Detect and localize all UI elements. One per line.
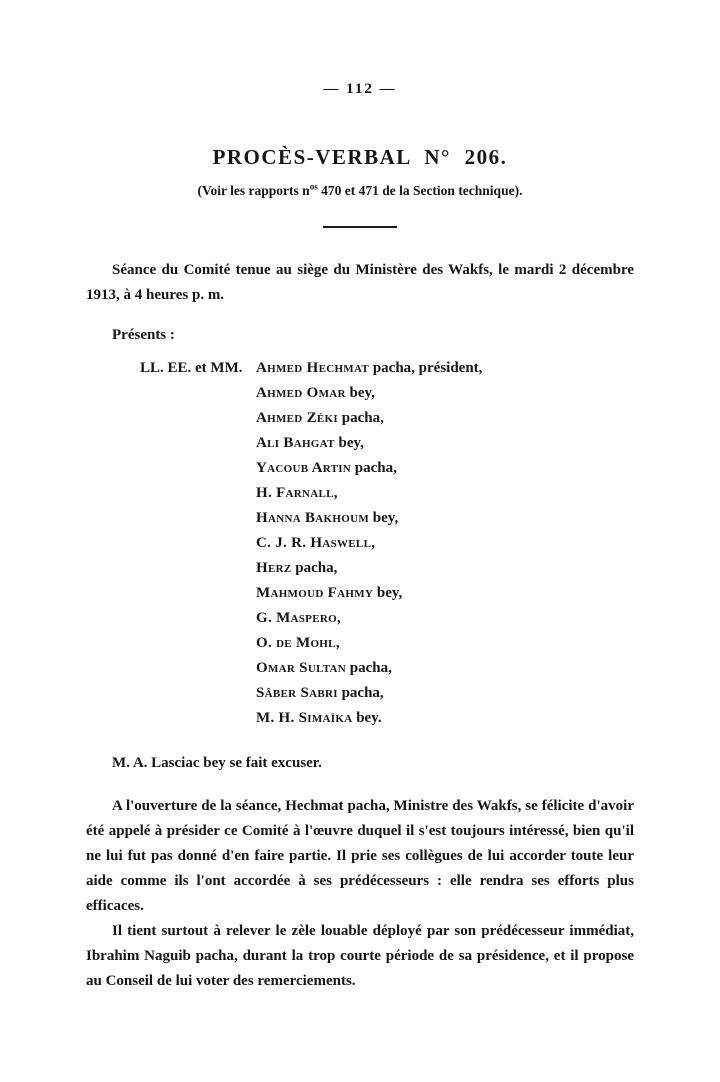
- attendee-line: [140, 431, 634, 456]
- attendee-name: Yacoub Artin: [256, 460, 352, 476]
- attendee-suffix: pacha,: [291, 560, 338, 576]
- attendee-line: [140, 631, 634, 656]
- attendee-line: [140, 531, 634, 556]
- attendee-name: Ahmed Zéki: [256, 410, 338, 426]
- attendee-suffix: pacha,: [337, 410, 384, 426]
- divider-rule: [323, 226, 397, 228]
- attendee-name: Omar Sultan: [256, 660, 347, 676]
- attendee-suffix: pacha,: [351, 460, 397, 476]
- attendee-suffix: bey,: [369, 510, 399, 526]
- attendee-name: M. H. Simaïka: [256, 710, 353, 726]
- attendee-line: [140, 506, 634, 531]
- page-number: — 112 —: [323, 81, 397, 97]
- attendee-name: Herz: [256, 560, 292, 576]
- document-title: PROCÈS-VERBAL N° 206.: [212, 145, 508, 169]
- attendee-name: H. Farnall: [256, 485, 334, 501]
- attendee-suffix: bey,: [334, 435, 364, 451]
- opening-paragraph: Séance du Comité tenue au siège du Ministère des Wakfs, le mardi 2 décembre 1913, à 4 heures p. m.: [86, 262, 634, 303]
- attendee-name: C. J. R. Haswell: [256, 535, 372, 551]
- attendee-suffix: ,: [333, 485, 338, 501]
- attendee-line: [140, 406, 634, 431]
- excused-line: M. A. Lasciac bey se fait excuser.: [112, 755, 322, 771]
- attendee-line: [140, 656, 634, 681]
- attendee-name: Hanna Bakhoum: [256, 510, 370, 526]
- attendee-line: [140, 581, 634, 606]
- body-paragraph-2: Il tient surtout à relever le zèle louable déployé par son prédécesseur immédiat, Ibrahim Naguib pacha, durant la trop courte période de sa présidence, et il propose au Conseil de lui voter des remerciements.: [86, 923, 634, 989]
- attendee-line: [140, 606, 634, 631]
- attendee-suffix: pacha,: [346, 660, 392, 676]
- attendee-name: Mahmoud Fahmy: [256, 585, 374, 601]
- attendee-line: [140, 381, 634, 406]
- attendee-suffix: bey,: [345, 385, 375, 401]
- attendee-line: [140, 556, 634, 581]
- attendee-name: Ali Bahgat: [256, 435, 335, 451]
- subtitle-text-post: 470 et 471 de la Section technique).: [317, 183, 523, 198]
- attendee-line: [140, 681, 634, 706]
- attendee-name: Ahmed Omar: [256, 385, 346, 401]
- attendee-suffix: pacha,: [337, 685, 384, 701]
- attendee-suffix: pacha, président,: [369, 360, 483, 376]
- attendee-suffix: ,: [371, 535, 375, 551]
- attendee-name: O. de Mohl: [256, 635, 336, 651]
- attendee-suffix: ,: [336, 610, 341, 626]
- presents-label: Présents :: [112, 327, 175, 343]
- attendee-line: [140, 356, 634, 381]
- attendee-line: [140, 481, 634, 506]
- attendee-name: G. Maspero: [256, 610, 337, 626]
- subtitle-text-pre: (Voir les rapports n: [197, 183, 310, 198]
- attendees-list: [140, 356, 634, 731]
- attendee-suffix: bey,: [373, 585, 403, 601]
- attendee-name: Ahmed Hechmat: [256, 360, 370, 376]
- body-paragraph-1: A l'ouverture de la séance, Hechmat pacha, Ministre des Wakfs, se félicite d'avoir été appelé à présider ce Comité à l'œuvre duquel il s'est toujours intéressé, bien qu'il ne lui fut pas donné d'en faire partie. Il prie ses collègues de lui accorder toute leur aide comme ils l'ont accordée à ses prédécesseurs : elle rendra ses efforts plus efficaces.: [86, 798, 634, 914]
- attendee-prefix: LL. EE. et MM.: [140, 360, 243, 376]
- attendee-line: [140, 706, 634, 731]
- subtitle-superscript: os: [309, 181, 318, 192]
- attendee-suffix: ,: [335, 635, 340, 651]
- attendee-suffix: bey.: [352, 710, 382, 726]
- document-subtitle: [86, 182, 634, 200]
- attendee-line: [140, 456, 634, 481]
- attendee-name: Sâber Sabri: [256, 685, 338, 701]
